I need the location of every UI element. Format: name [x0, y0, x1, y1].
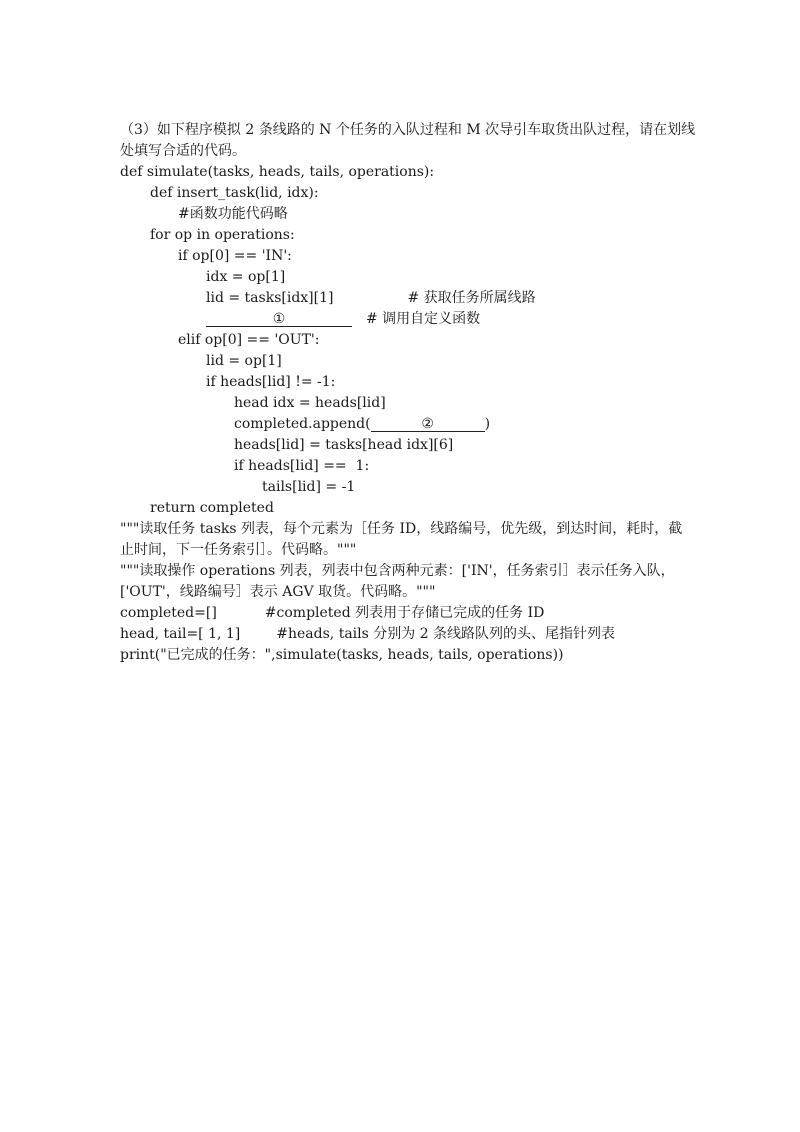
code-line-if-in: if op[0] == 'IN': [178, 248, 292, 264]
question-line-1: （3）如下程序模拟 2 条线路的 N 个任务的入队过程和 M 次导引车取货出队过程，请在划线 [120, 122, 696, 138]
code-line-lid-assign [206, 288, 536, 308]
tail-line-completed [120, 603, 544, 623]
code-line-head-idx: head idx = heads[lid] [234, 395, 386, 411]
code-comment: #heads, tails 分别为 2 条线路队列的头、尾指针列表 [276, 626, 616, 642]
code-line-blank-1 [206, 309, 480, 329]
blank-1-marker: ① [272, 311, 286, 327]
code-comment: #completed 列表用于存储已完成的任务 ID [264, 605, 545, 621]
code-comment: # 调用自定义函数 [366, 311, 481, 327]
code-line-lid-op: lid = op[1] [206, 353, 282, 369]
tail-line-3: """读取操作 operations 列表，列表中包含两种元素：['IN'，任务索引］表示任务入队， [120, 563, 675, 579]
code-line-def-insert-task: def insert_task(lid, idx): [150, 185, 319, 201]
code-line-if-heads: if heads[lid] != -1: [206, 374, 336, 390]
code-line-idx-assign: idx = op[1] [206, 269, 286, 285]
code-text: ) [484, 416, 491, 432]
code-line-completed-append [234, 414, 490, 434]
tail-line-2: 止时间，下一任务索引］。代码略。""" [120, 542, 357, 558]
code-line-def-simulate: def simulate(tasks, heads, tails, operations): [120, 164, 435, 180]
code-text: completed=[] [120, 605, 217, 621]
code-comment: # 获取任务所属线路 [407, 290, 536, 306]
tail-line-head-tail [120, 624, 615, 644]
code-line-for-loop: for op in operations: [150, 227, 295, 243]
answer-blank-2[interactable] [371, 414, 485, 432]
code-line-comment-omitted: #函数功能代码略 [178, 206, 288, 222]
answer-blank-1[interactable] [206, 309, 352, 327]
code-line-return: return completed [150, 500, 274, 516]
code-text: lid = tasks[idx][1] [206, 290, 334, 306]
code-text: head, tail=[ 1, 1] [120, 626, 241, 642]
tail-line-4: ['OUT'，线路编号］表示 AGV 取货。代码略。""" [120, 584, 436, 600]
tail-line-1: """读取任务 tasks 列表，每个元素为［任务 ID，线路编号，优先级，到达时间，耗时，截 [120, 521, 683, 537]
code-line-if-heads-eq: if heads[lid] == 1: [234, 458, 370, 474]
code-text: completed.append( [234, 416, 371, 432]
code-line-elif-out: elif op[0] == 'OUT': [178, 332, 320, 348]
question-line-2: 处填写合适的代码。 [120, 143, 246, 159]
tail-line-print: print("已完成的任务：",simulate(tasks, heads, tails, operations)) [120, 647, 564, 663]
code-line-heads-update: heads[lid] = tasks[head idx][6] [234, 437, 454, 453]
blank-2-marker: ② [421, 416, 434, 432]
code-line-tails-reset: tails[lid] = -1 [262, 479, 356, 495]
